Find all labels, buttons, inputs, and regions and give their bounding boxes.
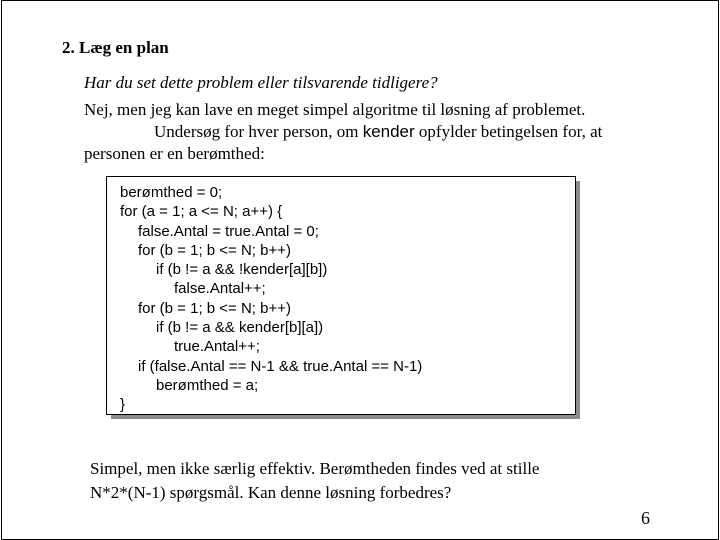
summary-line-2: N*2*(N-1) spørgsmål. Kan denne løsning forbedres? [90,483,452,502]
code-line: false.Antal = true.Antal = 0; [138,222,319,240]
answer-line-2-start: Undersøg for hver person, om [154,122,363,141]
code-box [106,176,576,415]
code-line: for (b = 1; b <= N; b++) [138,241,292,259]
code-line: if (b != a && !kender[a][b]) [156,261,328,279]
page-number: 6 [641,508,650,528]
answer-line-2-end: opfylder betingelsen for, at [414,122,603,141]
code-line: for (a = 1; a <= N; a++) { [120,203,283,221]
code-line: berømthed = a; [156,376,259,394]
answer-line-2 [84,121,644,143]
slide-heading: 2. Læg en plan [62,38,169,57]
code-line: for (b = 1; b <= N; b++) [138,299,292,317]
answer-line-1: Nej, men jeg kan lave en meget simpel algoritme til løsning af problemet. [84,100,586,119]
code-line: if (b != a && kender[b][a]) [156,319,324,337]
answer-line-3: personen er en berømthed: [84,144,265,163]
code-line: if (false.Antal == N-1 && true.Antal == N-1) [138,357,423,375]
code-line: false.Antal++; [174,280,266,298]
code-line: berømthed = 0; [120,184,223,201]
question-text: Har du set dette problem eller tilsvarende tidligere? [84,73,438,92]
summary-paragraph [90,457,539,505]
code-line: true.Antal++; [174,338,260,356]
answer-keyword: kender [362,122,415,141]
summary-line-1: Simpel, men ikke særlig effektiv. Berømtheden findes ved at stille [90,459,540,478]
code-line: } [120,396,126,414]
code-listing [120,183,422,415]
answer-paragraph [84,99,644,165]
